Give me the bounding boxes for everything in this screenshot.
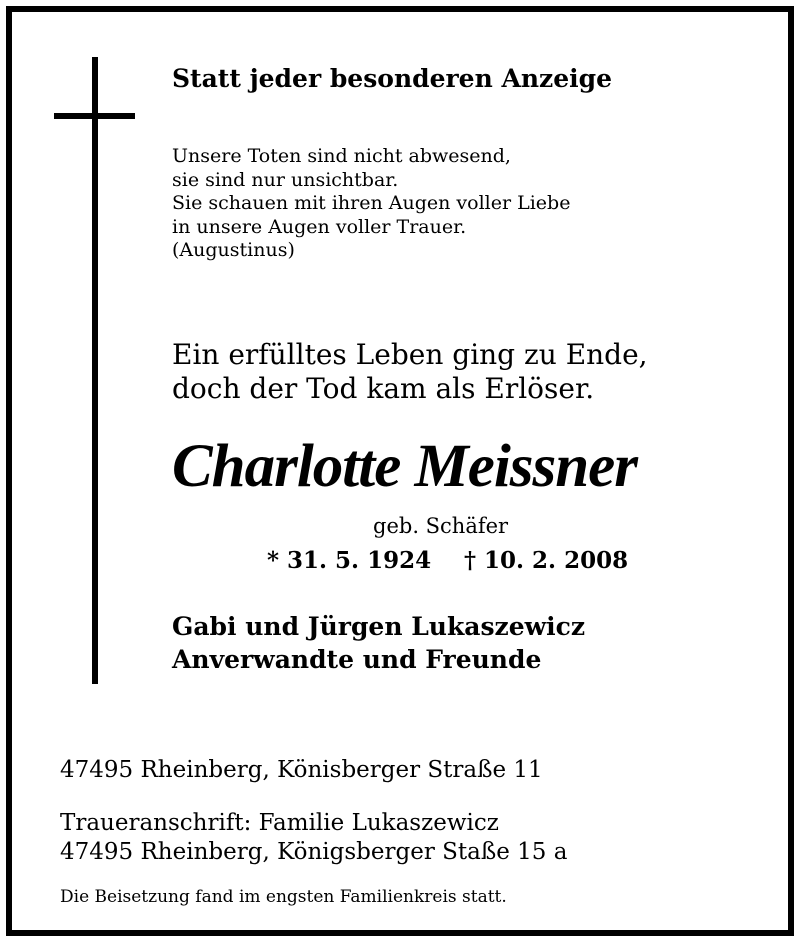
- cross-icon-bar: [54, 113, 135, 119]
- burial-note: Die Beisetzung fand im engsten Familienkreis statt.: [60, 887, 507, 907]
- birth-date: * 31. 5. 1924: [267, 547, 432, 574]
- notice-frame: [6, 6, 794, 936]
- maiden-name: geb. Schäfer: [373, 514, 509, 538]
- poem-line: in unsere Augen voller Trauer.: [172, 215, 467, 238]
- mourner-line: Gabi und Jürgen Lukaszewicz: [172, 612, 586, 641]
- death-date: † 10. 2. 2008: [464, 547, 629, 574]
- poem-line: Unsere Toten sind nicht abwesend,: [172, 145, 511, 167]
- notice-heading: Statt jeder besonderen Anzeige: [172, 64, 613, 93]
- life-line: Ein erfülltes Leben ging zu Ende,: [172, 338, 648, 371]
- mourner-line: Anverwandte und Freunde: [172, 645, 542, 674]
- life-line: doch der Tod kam als Erlöser.: [172, 372, 595, 405]
- poem-line: sie sind nur unsichtbar.: [172, 168, 399, 191]
- mourning-address-line: 47495 Rheinberg, Königsberger Staße 15 a: [60, 839, 568, 865]
- poem-attribution: (Augustinus): [172, 239, 295, 261]
- mourners: [172, 610, 585, 676]
- deceased-name: Charlotte Meissner: [172, 433, 637, 500]
- poem: [172, 145, 570, 263]
- mourning-address: [60, 809, 567, 867]
- cross-icon: [92, 57, 98, 684]
- life-statement: [172, 338, 648, 406]
- poem-line: Sie schauen mit ihren Augen voller Liebe: [172, 192, 571, 214]
- mourning-address-line: Traueranschrift: Familie Lukaszewicz: [60, 810, 499, 836]
- home-address: 47495 Rheinberg, Könisberger Straße 11: [60, 757, 543, 783]
